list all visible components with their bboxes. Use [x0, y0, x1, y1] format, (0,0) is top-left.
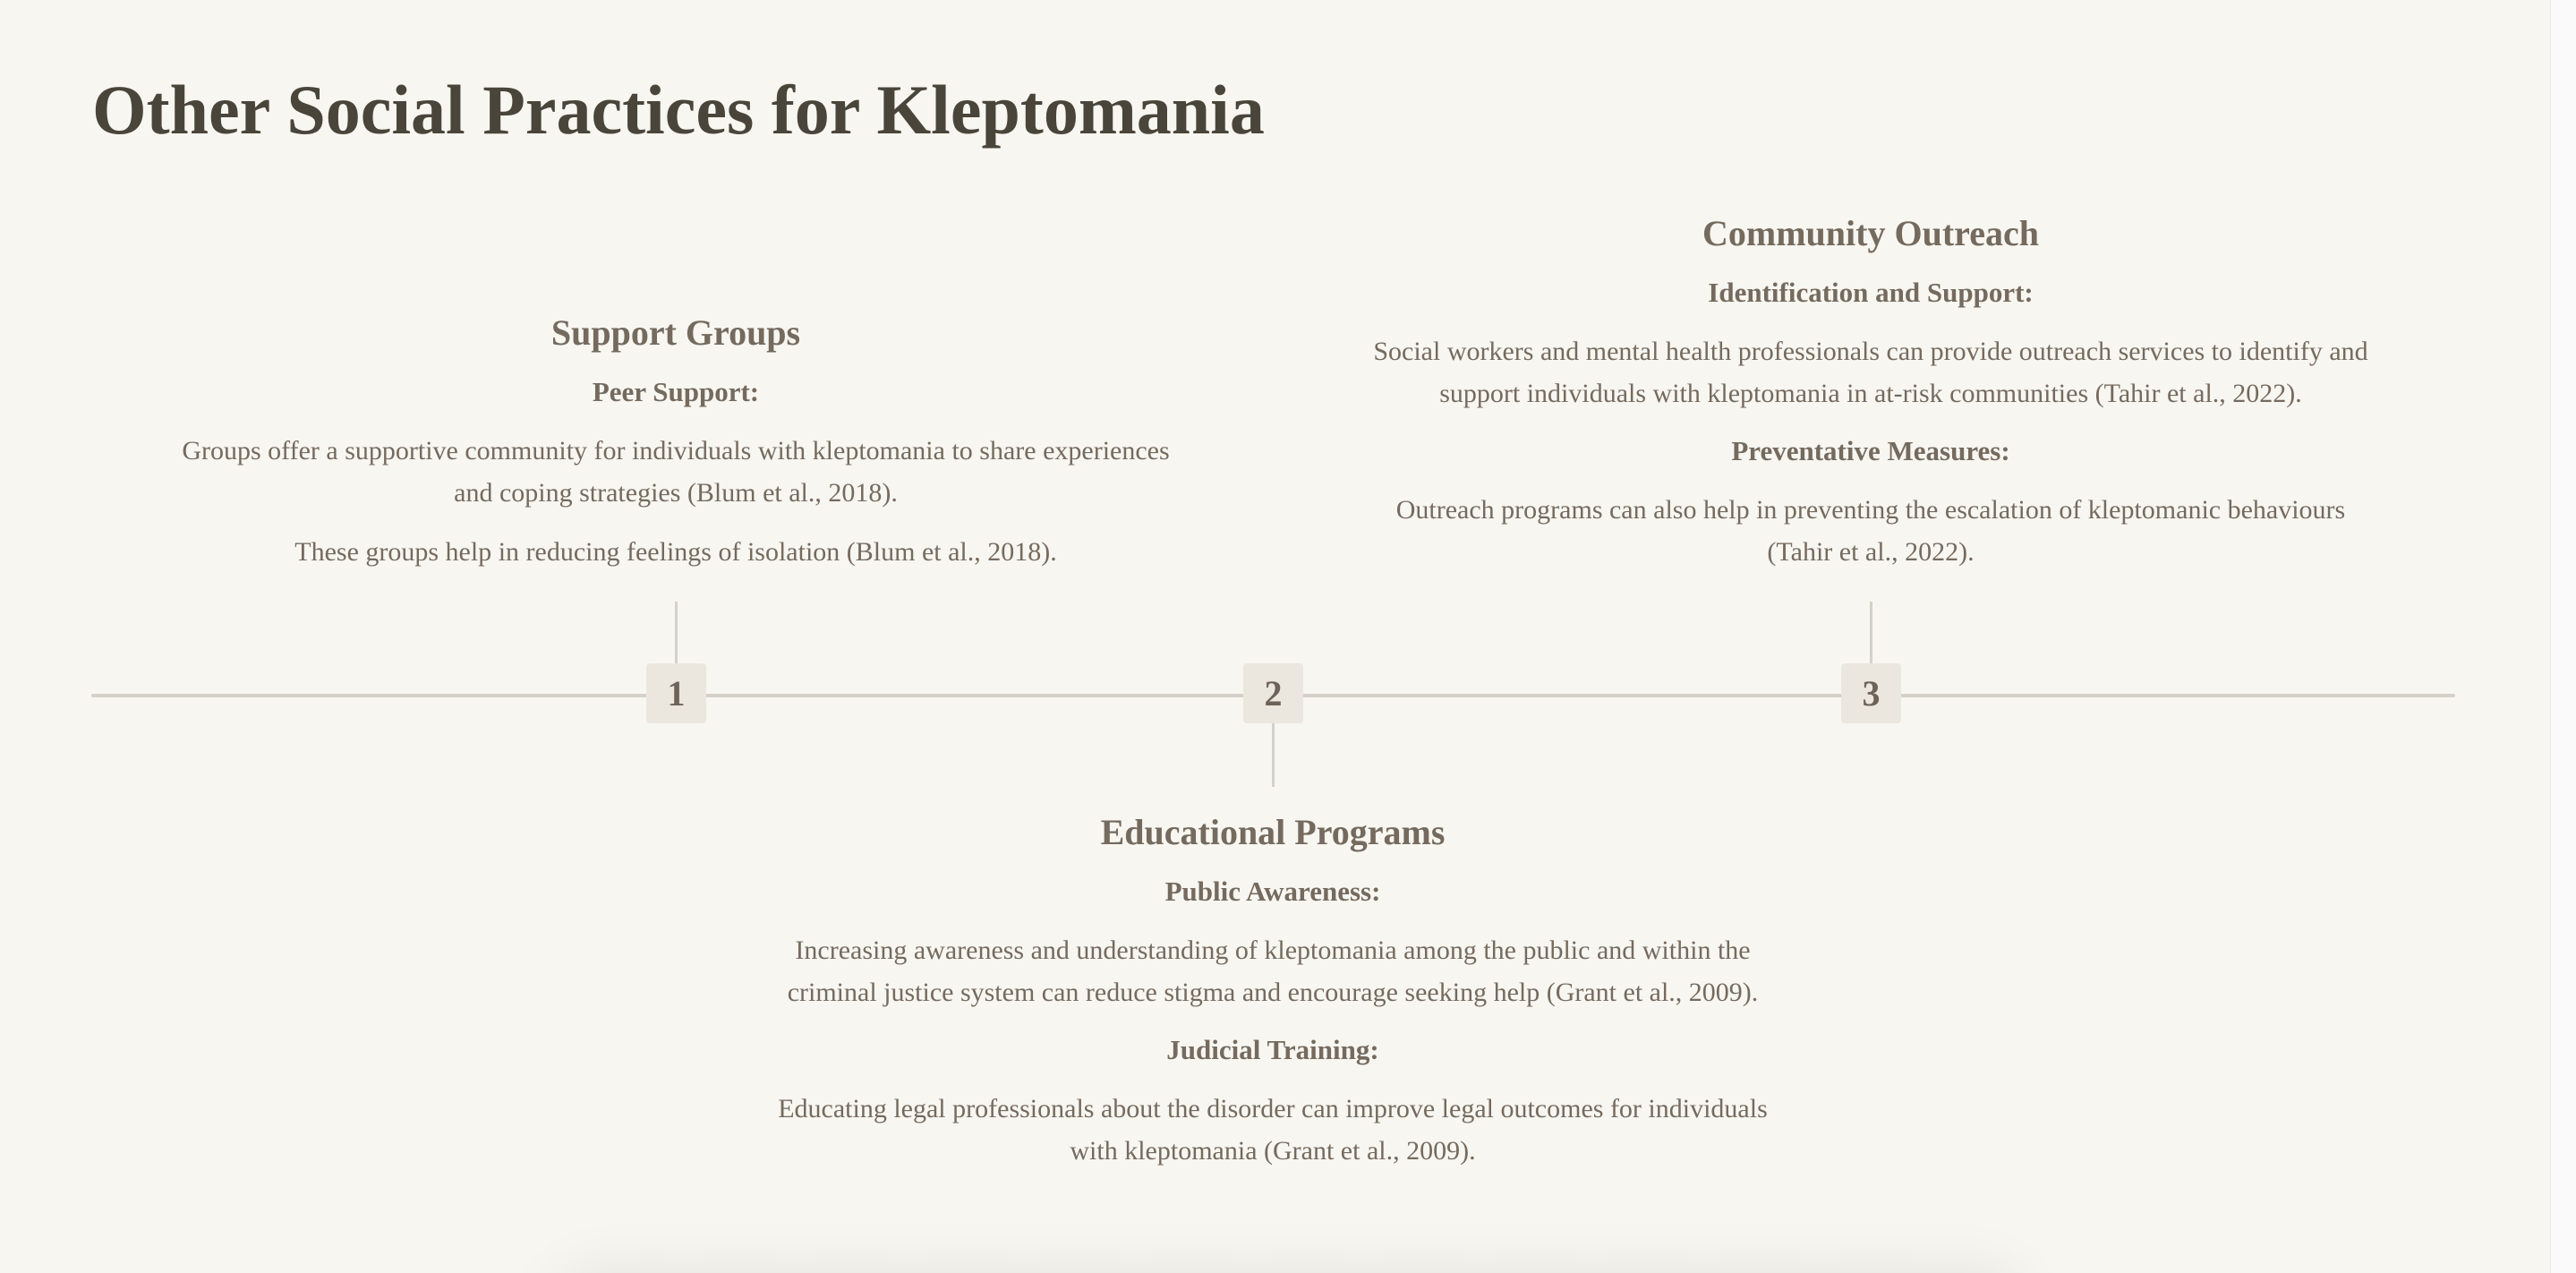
paragraph-line: criminal justice system can reduce stigma and encourage seeking help (Grant et al., 2009). — [787, 978, 1759, 1007]
paragraph-line: and coping strategies (Blum et al., 2018). — [454, 478, 898, 508]
section-heading: Public Awareness: — [1164, 876, 1381, 907]
vertical-scrollbar[interactable] — [2550, 0, 2576, 1273]
section-heading: Identification and Support: — [1708, 277, 2034, 308]
section-paragraph — [94, 531, 1258, 573]
timeline-marker-2 — [1243, 663, 1303, 723]
paragraph-line: support individuals with kleptomania in at-risk communities (Tahir et al., 2022). — [1439, 379, 2302, 408]
connector-line — [1870, 602, 1872, 663]
timeline-marker-1 — [646, 663, 706, 723]
marker-number: 3 — [1862, 673, 1881, 713]
paragraph-line: Increasing awareness and understanding of kleptomania among the public and within the — [795, 936, 1751, 965]
section-heading: Judicial Training: — [1166, 1034, 1379, 1065]
page-title: Other Social Practices for Kleptomania — [92, 71, 1265, 149]
item-title: Educational Programs — [1100, 812, 1446, 852]
section-paragraph — [1289, 489, 2452, 573]
connector-line — [675, 602, 678, 663]
connector-line — [1272, 723, 1275, 787]
paragraph-line: (Tahir et al., 2022). — [1767, 537, 1975, 567]
paragraph-line: Groups offer a supportive community for individuals with kleptomania to share experiences — [182, 436, 1170, 466]
paragraph-line: These groups help in reducing feelings of isolation (Blum et al., 2018). — [294, 537, 1057, 567]
section-heading: Peer Support: — [592, 376, 760, 407]
timeline-item-support-groups — [94, 312, 1258, 573]
marker-number: 2 — [1264, 673, 1283, 713]
section-paragraph — [1289, 330, 2452, 414]
section-paragraph — [94, 430, 1258, 514]
section-paragraph — [691, 929, 1855, 1013]
paragraph-line: Outreach programs can also help in preventing the escalation of kleptomanic behaviours — [1395, 495, 2346, 525]
item-title: Support Groups — [550, 312, 801, 353]
section-paragraph — [691, 1088, 1855, 1172]
paragraph-line: with kleptomania (Grant et al., 2009). — [1070, 1136, 1476, 1166]
section-heading: Preventative Measures: — [1731, 435, 2010, 466]
marker-number: 1 — [667, 673, 686, 713]
item-title: Community Outreach — [1702, 213, 2039, 253]
paragraph-line: Social workers and mental health professionals can provide outreach services to identify and — [1373, 337, 2368, 366]
timeline-item-educational-programs — [691, 811, 1855, 1172]
timeline-marker-3 — [1841, 663, 1901, 723]
timeline-item-community-outreach — [1289, 212, 2452, 573]
paragraph-line: Educating legal professionals about the disorder can improve legal outcomes for individuals — [778, 1094, 1768, 1123]
